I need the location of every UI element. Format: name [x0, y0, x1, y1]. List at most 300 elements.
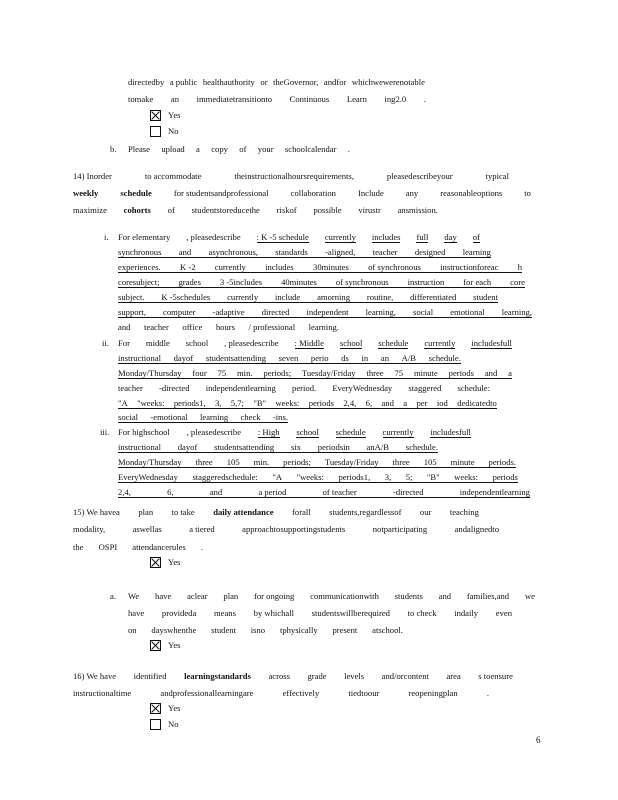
- word: three: [392, 457, 410, 467]
- word: means: [213, 608, 236, 618]
- word: instructional: [118, 442, 161, 452]
- word: ansmission.: [397, 205, 438, 215]
- word: .: [486, 688, 489, 698]
- word: learning: [462, 247, 491, 257]
- q14-i-line-2: [118, 248, 491, 258]
- word: studentsattending: [214, 442, 275, 452]
- word: includesfull: [430, 427, 471, 437]
- word: three: [195, 457, 213, 467]
- word: forall: [292, 507, 311, 517]
- word: healthauthority: [202, 77, 255, 87]
- word: .: [347, 144, 350, 154]
- word: social: [118, 412, 139, 422]
- word: teacher: [118, 383, 143, 393]
- word: "B": [426, 472, 440, 482]
- word: currently: [214, 262, 246, 272]
- word: computer: [163, 307, 196, 317]
- word: grade: [307, 671, 327, 681]
- word: area: [446, 671, 461, 681]
- word: EveryWednesday: [332, 383, 393, 393]
- word: full: [416, 232, 429, 242]
- q15-yes-checkbox[interactable]: [150, 557, 161, 568]
- word: middle: [145, 338, 170, 348]
- word: 105: [226, 457, 240, 467]
- word: maximize: [73, 205, 107, 215]
- word: ing2.0: [384, 94, 407, 104]
- word: A/B: [401, 353, 416, 363]
- word: asynchronous,: [208, 247, 258, 257]
- word: four: [192, 368, 207, 378]
- word: learning: [200, 412, 229, 422]
- q14-iii-line-5: [118, 488, 530, 498]
- word: instructionaltime: [73, 688, 132, 698]
- word: K -2: [180, 262, 196, 272]
- q14-ii-line-3: [118, 369, 512, 379]
- word: -aligned,: [325, 247, 356, 257]
- word: indaily: [454, 608, 479, 618]
- word: families,and: [466, 591, 510, 601]
- word: a: [196, 144, 200, 154]
- word: periods;: [263, 368, 292, 378]
- word: immediatetransitionto: [196, 94, 273, 104]
- word: andprofessionallearningare: [160, 688, 254, 698]
- word: to: [524, 188, 531, 198]
- word: weeks:: [275, 398, 300, 408]
- word: of: [239, 144, 247, 154]
- word: "B": [253, 398, 267, 408]
- word: 75: [217, 368, 227, 378]
- word: For highschool: [118, 427, 170, 437]
- word: pleasedescribeyour: [386, 171, 453, 181]
- page-number: 6: [536, 735, 541, 745]
- word: : K -5 schedule: [256, 232, 309, 242]
- word: 75: [394, 368, 404, 378]
- word: a period: [258, 487, 287, 497]
- word: 5;: [405, 472, 413, 482]
- word: identified: [133, 671, 167, 681]
- word: Tuesday/Friday: [324, 457, 379, 467]
- word: riskof: [276, 205, 297, 215]
- word: Tuesday/Friday: [301, 368, 356, 378]
- word: and: [484, 368, 498, 378]
- q15-yes-label: Yes: [168, 557, 181, 567]
- word: dayswhenthe: [151, 625, 197, 635]
- word: emotional: [450, 307, 485, 317]
- word: 16) We have: [73, 671, 117, 681]
- q15-a-marker: a.: [110, 591, 116, 601]
- word: K -5schedules: [161, 292, 211, 302]
- word: .: [200, 542, 203, 552]
- word: 14) Inorder: [73, 171, 112, 181]
- word: We: [128, 591, 140, 601]
- word: staggeredschedule:: [192, 472, 258, 482]
- word: atschool.: [372, 625, 403, 635]
- word: of synchronous: [368, 262, 421, 272]
- word: virustr: [358, 205, 381, 215]
- word: or: [260, 77, 268, 87]
- q14-ii-line-1: [118, 339, 512, 349]
- word: Monday/Thursday: [118, 457, 182, 467]
- word: currently: [382, 427, 414, 437]
- word: daily attendance: [213, 507, 274, 517]
- word: day: [444, 232, 457, 242]
- word: staggered: [408, 383, 442, 393]
- word: -directed: [158, 383, 190, 393]
- word: dayof: [173, 353, 194, 363]
- q14-line-1: [73, 172, 509, 181]
- word: check: [240, 412, 261, 422]
- word: an: [170, 94, 180, 104]
- word: and/orcontent: [381, 671, 429, 681]
- q15-a-yes-checkbox[interactable]: [150, 640, 161, 651]
- word: learning.: [308, 322, 339, 332]
- word: instructionforeac: [440, 262, 499, 272]
- word: students: [394, 591, 423, 601]
- word: collaboration: [290, 188, 336, 198]
- word: s toensure: [478, 671, 513, 681]
- word: "weeks:: [296, 472, 324, 482]
- word: for studentsandprofessional: [173, 188, 269, 198]
- word: "A: [118, 398, 128, 408]
- q14-iii-line-3: [118, 458, 516, 468]
- q14-i-line-3: [118, 263, 522, 273]
- word: -adaptive: [212, 307, 245, 317]
- word: Monday/Thursday: [118, 368, 182, 378]
- word: effectively: [282, 688, 320, 698]
- word: upload: [161, 144, 185, 154]
- word: approachtosupportingstudents: [242, 524, 346, 534]
- word: core: [510, 277, 525, 287]
- word: Learn: [346, 94, 367, 104]
- word: directed: [261, 307, 290, 317]
- word: schedule: [120, 188, 152, 198]
- word: across: [268, 671, 290, 681]
- word: independent: [306, 307, 349, 317]
- word: grades: [178, 277, 201, 287]
- word: 3,: [384, 472, 392, 482]
- word: reopeningplan: [408, 688, 458, 698]
- word: , pleasedescribe: [186, 427, 242, 437]
- word: school: [296, 427, 319, 437]
- word: 3 -5includes: [219, 277, 263, 287]
- word: currently: [424, 338, 456, 348]
- q14-ii-line-2: [118, 354, 461, 364]
- q14-i-line-7: [118, 323, 339, 332]
- word: instruction: [407, 277, 445, 287]
- word: weeks:: [454, 472, 479, 482]
- word: differentiated: [410, 292, 457, 302]
- q14-iii-line-4: [118, 473, 518, 483]
- word: Continuous: [289, 94, 330, 104]
- word: for each: [463, 277, 492, 287]
- word: to accommodate: [144, 171, 202, 181]
- word: 5,7;: [230, 398, 244, 408]
- q14-ii-line-5: [118, 399, 497, 409]
- intro-yes-label: Yes: [168, 110, 181, 120]
- q15-line-3: [73, 543, 203, 552]
- word: Include: [357, 188, 384, 198]
- word: isno: [250, 625, 266, 635]
- word: currently: [324, 232, 356, 242]
- word: attendancerules: [132, 542, 186, 552]
- word: a: [403, 398, 408, 408]
- q15-line-2: [73, 525, 499, 534]
- q15-a-line-3: [128, 626, 403, 635]
- word: weekly: [73, 188, 99, 198]
- word: min.: [237, 368, 253, 378]
- intro-line-2: [128, 95, 426, 104]
- q14-ii-line-4: [118, 384, 490, 393]
- word: of: [167, 205, 175, 215]
- word: your: [257, 144, 274, 154]
- word: schedule.: [405, 442, 438, 452]
- q15-a-line-1: [128, 592, 535, 601]
- word: cohorts: [123, 205, 151, 215]
- word: minute: [413, 368, 438, 378]
- word: possible: [313, 205, 342, 215]
- word: levels: [344, 671, 365, 681]
- word: anA/B: [366, 442, 389, 452]
- q16-yes-label: Yes: [168, 703, 181, 713]
- word: "A: [272, 472, 283, 482]
- word: teaching: [449, 507, 479, 517]
- word: 105: [423, 457, 437, 467]
- word: tiedtoour: [348, 688, 380, 698]
- word: copy: [211, 144, 228, 154]
- intro-no-checkbox[interactable]: [150, 126, 161, 137]
- word: reasonableoptions: [440, 188, 503, 198]
- word: the: [73, 542, 84, 552]
- word: iod: [436, 398, 448, 408]
- word: a public: [169, 77, 198, 87]
- word: schoolcalendar: [284, 144, 337, 154]
- intro-b-marker: b.: [110, 144, 117, 154]
- word: For elementary: [118, 232, 171, 242]
- q14-i-marker: i.: [104, 232, 109, 242]
- word: have: [128, 608, 145, 618]
- word: schedule: [378, 338, 409, 348]
- word: OSPI: [98, 542, 118, 552]
- word: minute: [450, 457, 475, 467]
- word: student: [211, 625, 236, 635]
- word: provideda: [161, 608, 197, 618]
- word: coresubject;: [118, 277, 160, 287]
- intro-b-text: [128, 145, 350, 154]
- word: independentlearning: [205, 383, 276, 393]
- word: EveryWednesday: [118, 472, 178, 482]
- word: seven: [278, 353, 299, 363]
- word: routine,: [366, 292, 394, 302]
- word: -emotional: [150, 412, 188, 422]
- word: 40minutes: [281, 277, 317, 287]
- word: present: [332, 625, 358, 635]
- word: for ongoing: [253, 591, 295, 601]
- q14-ii-line-6: [118, 413, 288, 423]
- word: : High: [257, 427, 280, 437]
- word: include: [274, 292, 301, 302]
- word: 6,: [167, 487, 174, 497]
- word: notparticipating: [372, 524, 428, 534]
- word: 15) We havea: [73, 507, 120, 517]
- word: theinstructionalhoursrequirements,: [234, 171, 354, 181]
- word: of synchronous: [335, 277, 389, 287]
- q14-i-line-6: [118, 308, 532, 318]
- word: teacher: [372, 247, 398, 257]
- word: office: [182, 322, 203, 332]
- word: tphysically: [279, 625, 318, 635]
- word: Please: [128, 144, 150, 154]
- word: plan: [223, 591, 239, 601]
- q14-line-3: [73, 206, 438, 215]
- word: periods: [492, 472, 518, 482]
- word: / professional: [248, 322, 296, 332]
- word: synchronous: [118, 247, 162, 257]
- word: h: [517, 262, 522, 272]
- intro-yes-checkbox[interactable]: [150, 110, 161, 121]
- word: period.: [292, 383, 317, 393]
- q16-line-1: [73, 672, 513, 681]
- word: includesfull: [471, 338, 512, 348]
- word: a: [508, 368, 512, 378]
- word: an: [380, 353, 390, 363]
- intro-line-1: [128, 78, 425, 87]
- word: perio: [310, 353, 329, 363]
- word: school: [339, 338, 363, 348]
- word: students,regardlessof: [329, 507, 402, 517]
- q15-a-line-2: [128, 609, 512, 618]
- word: periods1,: [338, 472, 371, 482]
- q14-iii-line-1: [118, 428, 471, 438]
- word: amorning: [317, 292, 351, 302]
- word: of teacher: [322, 487, 357, 497]
- word: support,: [118, 307, 146, 317]
- word: hours: [215, 322, 235, 332]
- word: have: [155, 591, 172, 601]
- q14-line-2: [73, 189, 531, 198]
- q16-no-checkbox[interactable]: [150, 719, 161, 730]
- q15-a-yes-label: Yes: [168, 640, 181, 650]
- word: we: [524, 591, 535, 601]
- word: plan: [138, 507, 154, 517]
- word: and: [438, 591, 452, 601]
- word: social: [413, 307, 434, 317]
- q14-i-line-4: [118, 278, 525, 288]
- word: modality,: [73, 524, 106, 534]
- word: instructional: [118, 353, 161, 363]
- word: studentswillberequired: [311, 608, 390, 618]
- word: , pleasedescribe: [186, 232, 241, 242]
- intro-no-label: No: [168, 126, 179, 136]
- word: to take: [171, 507, 195, 517]
- q16-no-label: No: [168, 719, 179, 729]
- word: and: [381, 398, 394, 408]
- word: on: [128, 625, 137, 635]
- word: six: [291, 442, 302, 452]
- word: periods1,: [173, 398, 206, 408]
- word: periods: [308, 398, 334, 408]
- word: andfor: [323, 77, 347, 87]
- word: standards: [275, 247, 308, 257]
- word: teacher: [144, 322, 169, 332]
- word: any: [405, 188, 419, 198]
- word: ds: [341, 353, 349, 363]
- word: learningstandards: [184, 671, 251, 681]
- word: For: [118, 338, 130, 348]
- word: andalignedto: [454, 524, 499, 534]
- q14-ii-marker: ii.: [102, 338, 109, 348]
- word: 6,: [365, 398, 373, 408]
- q14-i-line-5: [118, 293, 498, 303]
- word: even: [495, 608, 512, 618]
- word: directedby: [128, 77, 165, 87]
- q14-iii-marker: iii.: [100, 427, 110, 437]
- q15-line-1: [73, 508, 479, 517]
- word: experiences.: [118, 262, 161, 272]
- word: learning,: [365, 307, 396, 317]
- word: in: [361, 353, 369, 363]
- word: studentstoreducethe: [191, 205, 260, 215]
- word: and: [209, 487, 223, 497]
- word: 3,: [214, 398, 222, 408]
- word: .: [423, 94, 426, 104]
- word: by whichall: [253, 608, 294, 618]
- word: 2,4,: [118, 487, 131, 497]
- word: three: [366, 368, 384, 378]
- word: designed: [414, 247, 446, 257]
- word: tomake: [128, 94, 154, 104]
- q16-yes-checkbox[interactable]: [150, 703, 161, 714]
- word: of: [472, 232, 480, 242]
- word: schedule.: [428, 353, 461, 363]
- word: periodsin: [317, 442, 350, 452]
- word: school: [185, 338, 209, 348]
- q14-i-line-1: [118, 233, 480, 243]
- word: : Middle: [294, 338, 324, 348]
- word: periods.: [488, 457, 516, 467]
- word: subject.: [118, 292, 145, 302]
- word: 30minutes: [313, 262, 349, 272]
- word: whichwewerenotable: [351, 77, 425, 87]
- q16-line-2: [73, 689, 489, 698]
- word: learning,: [501, 307, 532, 317]
- word: dedicatedto: [457, 398, 497, 408]
- q14-iii-line-2: [118, 443, 438, 453]
- word: includes: [265, 262, 294, 272]
- word: schedule: [335, 427, 366, 437]
- word: aswellas: [132, 524, 162, 534]
- word: communicationwith: [310, 591, 379, 601]
- word: periods: [448, 368, 474, 378]
- word: "weeks:: [137, 398, 165, 408]
- word: min.: [253, 457, 270, 467]
- word: to check: [407, 608, 437, 618]
- word: a tiered: [189, 524, 215, 534]
- word: student: [473, 292, 498, 302]
- word: , pleasedescribe: [224, 338, 279, 348]
- word: and: [178, 247, 192, 257]
- word: 2,4,: [343, 398, 357, 408]
- word: theGovernor,: [273, 77, 319, 87]
- word: independentlearning: [459, 487, 530, 497]
- word: currently: [227, 292, 259, 302]
- word: typical: [485, 171, 509, 181]
- word: aclear: [187, 591, 208, 601]
- word: dayof: [177, 442, 198, 452]
- word: -ins.: [272, 412, 288, 422]
- word: per: [416, 398, 428, 408]
- word: schedule:: [457, 383, 490, 393]
- word: our: [419, 507, 432, 517]
